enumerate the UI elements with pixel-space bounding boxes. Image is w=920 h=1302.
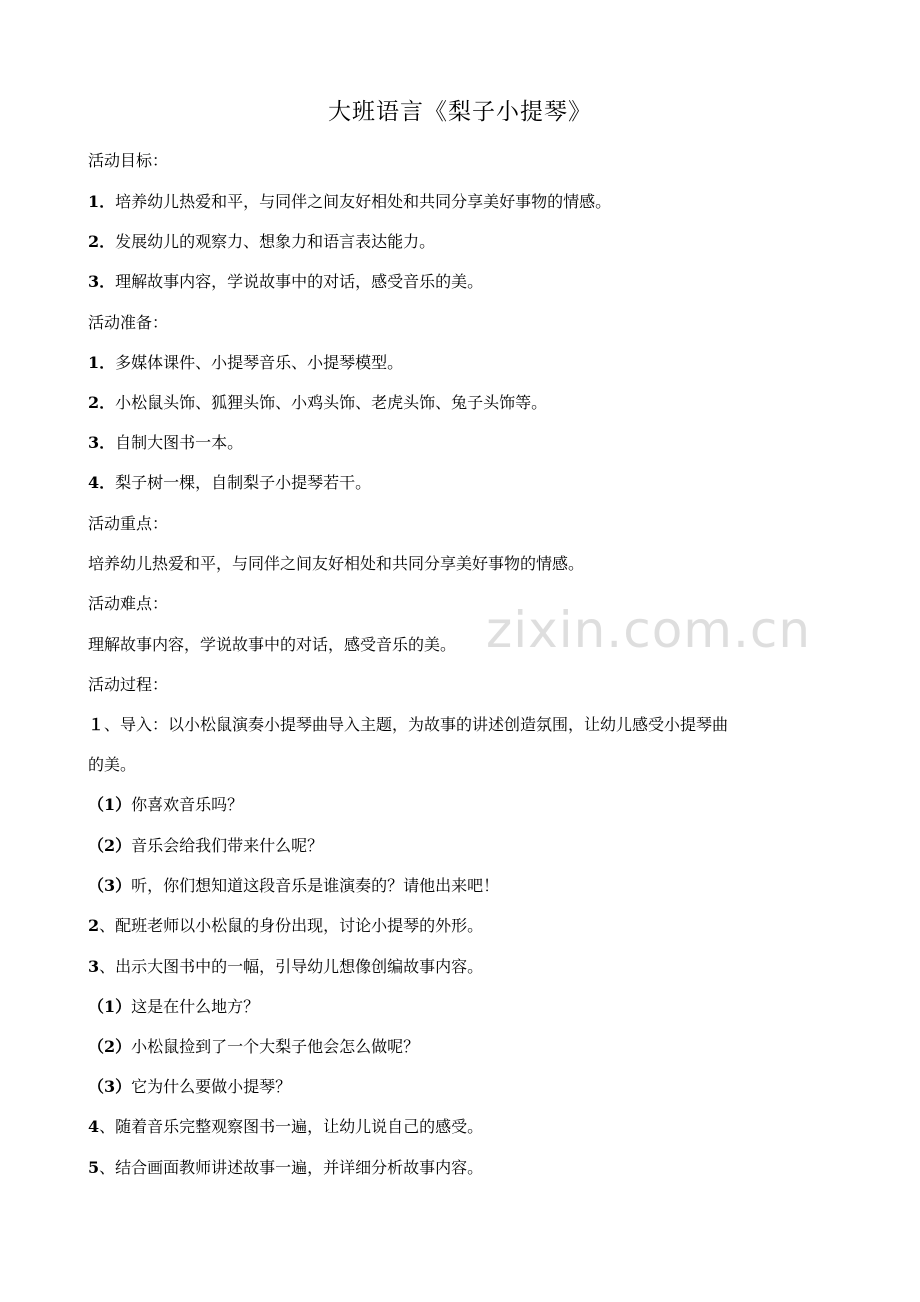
line-text: 培养幼儿热爱和平，与同伴之间友好相处和共同分享美好事物的情感。 <box>88 554 585 573</box>
line-number: 4． <box>88 473 116 492</box>
line-number: 2 <box>88 916 100 935</box>
list-item <box>88 391 848 415</box>
line-text: 活动准备： <box>88 313 169 332</box>
line-text: 的美。 <box>88 755 137 774</box>
line-text: 活动目标： <box>88 151 169 170</box>
line-text: 发展幼儿的观察力、想象力和语言表达能力。 <box>115 232 436 251</box>
line-number: 1． <box>88 353 116 372</box>
section-heading <box>88 673 848 697</box>
line-number: 3． <box>88 433 116 452</box>
line-text: 多媒体课件、小提琴音乐、小提琴模型。 <box>115 353 404 372</box>
line-number: （1） <box>88 997 132 1016</box>
paragraph <box>88 633 848 657</box>
line-number: 3． <box>88 272 116 291</box>
line-text: 梨子树一棵，自制梨子小提琴若干。 <box>115 473 372 492</box>
line-text: 、结合画面教师讲述故事一遍，并详细分析故事内容。 <box>99 1158 484 1177</box>
line-text: 它为什么要做小提琴？ <box>131 1077 292 1096</box>
line-number: （3） <box>88 1077 132 1096</box>
line-text: 小松鼠头饰、狐狸头饰、小鸡头饰、老虎头饰、兔子头饰等。 <box>115 393 548 412</box>
list-item <box>88 874 848 898</box>
line-text: 、出示大图书中的一幅，引导幼儿想像创编故事内容。 <box>99 957 484 976</box>
line-text: 、导入：以小松鼠演奏小提琴曲导入主题，为故事的讲述创造氛围，让幼儿感受小提琴曲 <box>104 715 729 734</box>
line-number: （2） <box>88 836 132 855</box>
line-text: 自制大图书一本。 <box>115 433 244 452</box>
line-number: 2． <box>88 393 116 412</box>
list-item <box>88 955 848 979</box>
line-number: 1． <box>88 192 116 211</box>
line-text: 活动难点： <box>88 594 169 613</box>
section-heading <box>88 149 848 173</box>
list-item <box>88 190 848 214</box>
list-item <box>88 471 848 495</box>
section-heading <box>88 311 848 335</box>
line-number: 5 <box>88 1158 100 1177</box>
document-title: 大班语言《梨子小提琴》 <box>328 99 592 125</box>
paragraph <box>88 552 848 576</box>
list-item <box>88 270 848 294</box>
list-item <box>88 230 848 254</box>
line-text: 小松鼠捡到了一个大梨子他会怎么做呢？ <box>131 1037 420 1056</box>
section-heading <box>88 512 848 536</box>
line-text: 培养幼儿热爱和平，与同伴之间友好相处和共同分享美好事物的情感。 <box>115 192 612 211</box>
list-item <box>88 995 848 1019</box>
line-text: 、随着音乐完整观察图书一遍，让幼儿说自己的感受。 <box>99 1117 484 1136</box>
line-text: 活动过程： <box>88 675 169 694</box>
line-text: 理解故事内容，学说故事中的对话，感受音乐的美。 <box>88 635 457 654</box>
list-item <box>88 1115 848 1139</box>
list-item <box>88 914 848 938</box>
list-item <box>88 351 848 375</box>
list-item <box>88 793 848 817</box>
list-item <box>88 431 848 455</box>
list-item <box>88 1035 848 1059</box>
line-number: （3） <box>88 876 132 895</box>
line-text: 、配班老师以小松鼠的身份出现，讨论小提琴的外形。 <box>99 916 484 935</box>
line-number: １ <box>88 715 105 734</box>
line-text: 这是在什么地方？ <box>131 997 260 1016</box>
section-heading <box>88 592 848 616</box>
line-text: 音乐会给我们带来什么呢？ <box>131 836 324 855</box>
line-number: （1） <box>88 795 132 814</box>
list-item <box>88 1156 848 1180</box>
line-text: 听，你们想知道这段音乐是谁演奏的？请他出来吧！ <box>131 876 500 895</box>
line-text: 活动重点： <box>88 514 169 533</box>
paragraph <box>88 713 848 737</box>
line-number: 2． <box>88 232 116 251</box>
list-item <box>88 834 848 858</box>
paragraph <box>88 753 848 777</box>
line-number: （2） <box>88 1037 132 1056</box>
watermark: zixin.com.cn <box>486 601 812 659</box>
line-text: 你喜欢音乐吗？ <box>131 795 244 814</box>
line-text: 理解故事内容，学说故事中的对话，感受音乐的美。 <box>115 272 484 291</box>
line-number: 4 <box>88 1117 100 1136</box>
line-number: 3 <box>88 957 100 976</box>
list-item <box>88 1075 848 1099</box>
